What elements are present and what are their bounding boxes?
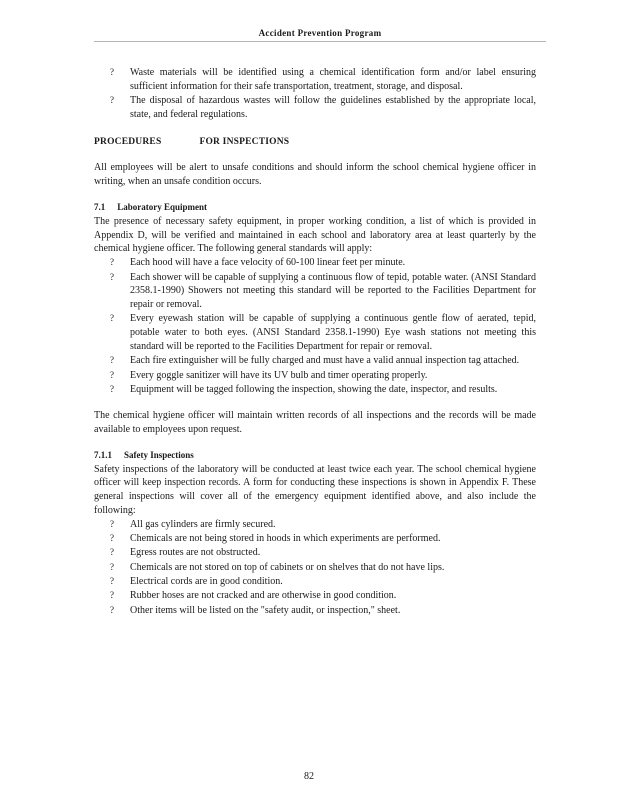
list-item — [94, 604, 536, 618]
bullet-text: Other items will be listed on the "safety audit, or inspection," sheet. — [130, 604, 401, 616]
section-7-1-1-heading — [94, 449, 536, 463]
section-title: Laboratory Equipment — [117, 202, 208, 213]
bullet-text: Every goggle sanitizer will have its UV bulb and timer operating properly. — [130, 369, 428, 381]
section-7-1-intro: The presence of necessary safety equipment, in proper working condition, a list of which is provided in Appendix D, will be verified and maintained in each school and laboratory area at least quarterly by the chemical hygiene officer. The following general standards will apply: — [94, 215, 536, 255]
section-7-1-closing: The chemical hygiene officer will maintain written records of all inspections and the records will be made available to employees upon request. — [94, 410, 536, 436]
section-number: 7.1 — [94, 202, 106, 213]
section-7-1-1-intro: Safety inspections of the laboratory will be conducted at least twice each year. The school chemical hygiene officer will keep inspection records. A form for conducting these inspections is shown in Appendix F. These general inspections will cover all of the emergency equipment identified above, and also include the following: — [94, 463, 536, 517]
list-item — [94, 271, 536, 312]
bullet-text: Egress routes are not obstructed. — [130, 547, 261, 559]
list-item — [94, 532, 536, 546]
bullet-text: All gas cylinders are firmly secured. — [130, 518, 276, 530]
bullet-marker: ? — [110, 383, 114, 394]
bullet-marker: ? — [110, 95, 114, 106]
bullet-marker: ? — [110, 355, 114, 366]
list-item — [94, 256, 536, 270]
list-item — [94, 589, 536, 603]
header-rule — [94, 41, 546, 42]
bullet-marker: ? — [110, 561, 114, 572]
page-header: Accident Prevention Program — [258, 28, 382, 38]
list-item — [94, 66, 536, 94]
procedures-intro: All employees will be alert to unsafe conditions and should inform the school chemical hygiene officer in writing, when an unsafe condition occurs. — [94, 162, 536, 188]
section-title: Safety Inspections — [124, 449, 194, 460]
section-number: 7.1.1 — [94, 449, 112, 460]
bullet-text: Each shower will be capable of supplying a continuous flow of tepid, potable water. (ANSI Standard 2358.1-1990) Showers not meeting this standard will be reported to the Facilities Department for repair or removal. — [130, 271, 536, 311]
page-number: 82 — [304, 771, 314, 782]
bullet-text: Electrical cords are in good condition. — [130, 576, 283, 587]
bullet-text: Each hood will have a face velocity of 60-100 linear feet per minute. — [130, 257, 406, 269]
bullet-marker: ? — [110, 313, 114, 324]
list-item — [94, 383, 536, 397]
bullet-marker: ? — [110, 67, 114, 77]
procedures-heading-right: FOR INSPECTIONS — [199, 136, 290, 147]
bullet-text: The disposal of hazardous wastes will follow the guidelines established by the appropriate local, state, and federal regulations. — [130, 95, 536, 120]
list-item — [94, 312, 536, 353]
procedures-heading — [94, 136, 536, 150]
waste-bullet-list — [94, 66, 536, 122]
list-item — [94, 561, 536, 575]
list-item — [94, 94, 536, 122]
list-item — [94, 575, 536, 589]
list-item — [94, 518, 536, 532]
section-7-1-heading — [94, 201, 536, 215]
inspection-bullet-list — [94, 518, 536, 618]
equipment-bullet-list — [94, 256, 536, 396]
bullet-text: Each fire extinguisher will be fully charged and must have a valid annual inspection tag attached. — [130, 355, 520, 367]
page-content — [94, 66, 536, 618]
bullet-marker: ? — [110, 533, 114, 544]
bullet-text: Rubber hoses are not cracked and are otherwise in good condition. — [130, 590, 397, 602]
bullet-marker: ? — [110, 604, 114, 615]
bullet-text: Every eyewash station will be capable of supplying a continuous gentle flow of aerated, tepid, potable water to both eyes. (ANSI Standard 2358.1-1990) Eye wash stations not meeting this standard will be reported to the Facilities Department for repair or removal. — [130, 313, 536, 353]
bullet-text: Equipment will be tagged following the inspection, showing the date, inspector, and results. — [130, 383, 498, 395]
bullet-text: Chemicals are not being stored in hoods in which experiments are performed. — [130, 533, 441, 545]
bullet-marker: ? — [110, 271, 114, 282]
bullet-marker: ? — [110, 257, 114, 268]
bullet-marker: ? — [110, 369, 114, 380]
procedures-heading-left: PROCEDURES — [94, 136, 162, 147]
list-item — [94, 354, 536, 368]
bullet-text: Waste materials will be identified using a chemical identification form and/or label ensuring sufficient information for their safe transportation, treatment, storage, and disposal. — [130, 67, 536, 92]
bullet-marker: ? — [110, 590, 114, 601]
bullet-text: Chemicals are not stored on top of cabinets or on shelves that do not have lips. — [130, 561, 445, 573]
bullet-marker: ? — [110, 518, 114, 529]
list-item — [94, 546, 536, 560]
list-item — [94, 369, 536, 383]
bullet-marker: ? — [110, 576, 114, 586]
bullet-marker: ? — [110, 547, 114, 558]
